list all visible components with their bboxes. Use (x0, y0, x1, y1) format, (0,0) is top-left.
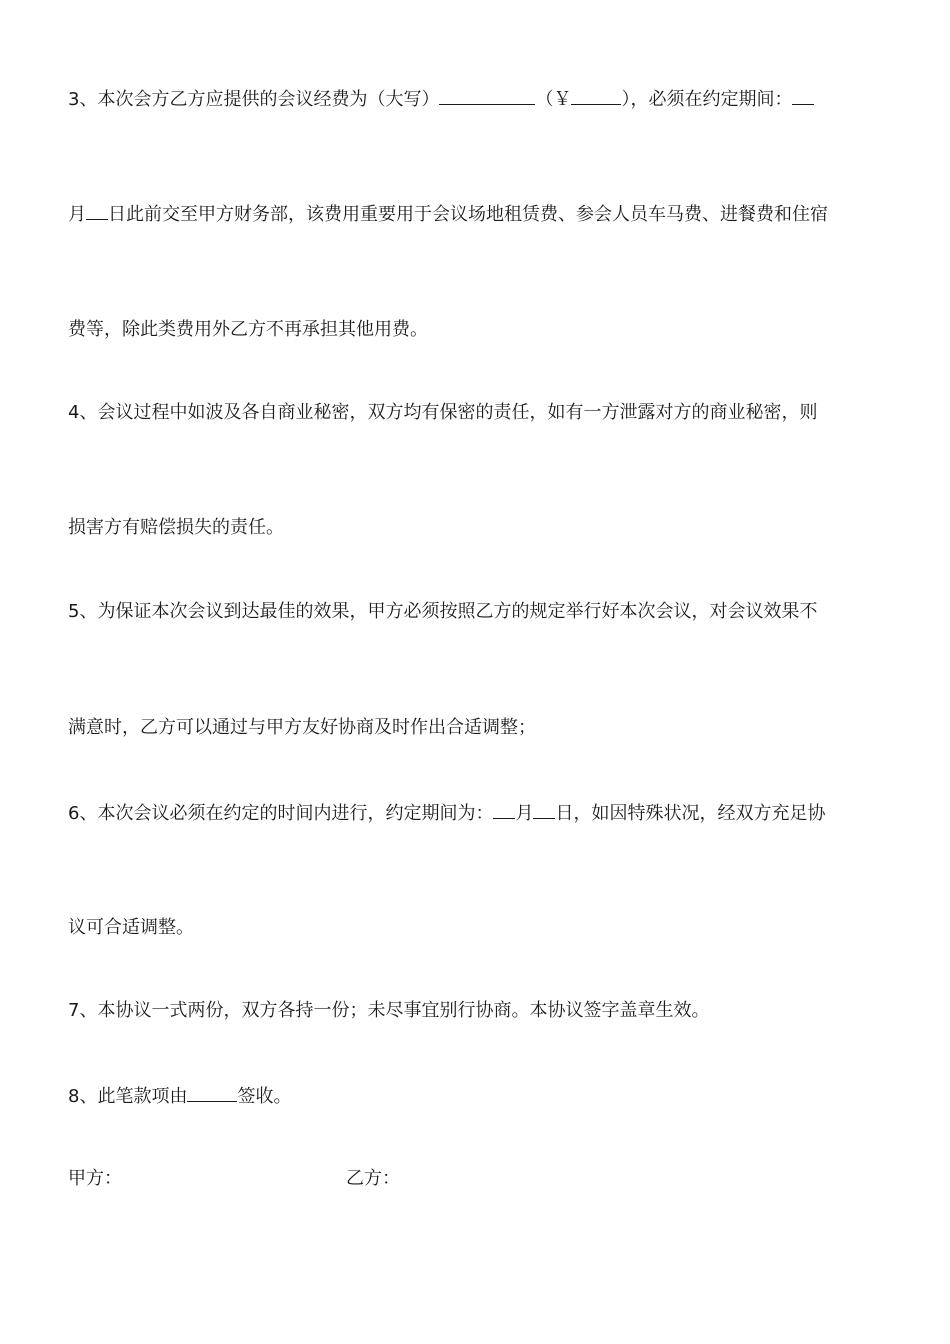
period-day-blank (533, 800, 555, 819)
period-month-blank (493, 800, 515, 819)
clause-3-text-e: 日此前交至甲方财务部，该费用重要用于会议场地租赁费、参会人员车马费、进餐费和住宿 (108, 204, 828, 225)
clause-8-text-b: 签收。 (237, 1086, 292, 1107)
clause-7-line-1: 7、本协议一式两份，双方各持一份；未尽事宜别行协商。本协议签字盖章生效。 (68, 1000, 710, 1021)
amount-words-blank (439, 86, 535, 105)
deadline-day-blank (86, 201, 108, 220)
clause-3-text-d: 月 (68, 204, 86, 225)
signee-blank (187, 1083, 237, 1102)
deadline-month-blank (792, 86, 814, 105)
clause-5-line-2: 满意时，乙方可以通过与甲方友好协商及时作出合适调整； (68, 717, 536, 738)
party-a-signature-label: 甲方： (68, 1168, 122, 1189)
clause-3-text-b: （￥ (535, 89, 572, 110)
clause-3-line-2 (68, 201, 828, 227)
clause-4-line-1: 4、会议过程中如波及各自商业秘密，双方均有保密的责任，如有一方泄露对方的商业秘密，则 (68, 402, 818, 423)
clause-4-line-2: 损害方有赔偿损失的责任。 (68, 517, 284, 538)
clause-3-text-a: 3、本次会方乙方应提供的会议经费为（大写） (68, 89, 440, 110)
clause-3-line-1 (68, 86, 814, 112)
clause-5-line-1: 5、为保证本次会议到达最佳的效果，甲方必须按照乙方的规定举行好本次会议，对会议效果不 (68, 601, 818, 622)
clause-6-text-a: 6、本次会议必须在约定的时间内进行，约定期间为： (68, 803, 494, 824)
amount-number-blank (571, 86, 621, 105)
party-b-signature-label: 乙方： (346, 1168, 400, 1189)
clause-6-text-b: 月 (515, 803, 534, 824)
clause-6-text-c: 日，如因特殊状况，经双方充足协 (555, 803, 826, 824)
clause-3-text-c: ），必须在约定期间： (621, 89, 793, 110)
clause-6-line-2: 议可合适调整。 (68, 917, 194, 938)
clause-3-line-3: 费等，除此类费用外乙方不再承担其他用费。 (68, 319, 428, 340)
clause-6-line-1 (68, 800, 825, 826)
clause-8-text-a: 8、此笔款项由 (68, 1086, 188, 1107)
clause-8-line-1 (68, 1083, 291, 1109)
